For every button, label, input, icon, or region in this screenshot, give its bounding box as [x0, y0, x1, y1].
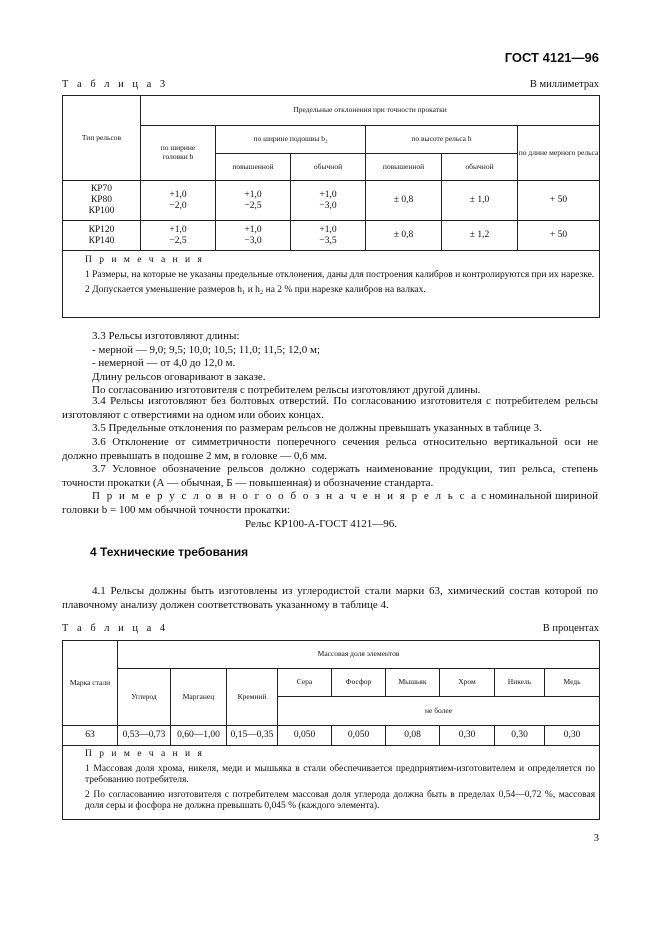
col-element: Фосфор: [332, 669, 386, 697]
col-sole-width: по ширине подошвы b₂: [216, 126, 366, 154]
col-element: Хром: [440, 669, 495, 697]
max-label: не более: [278, 697, 600, 726]
table-row: [63, 726, 600, 746]
clause-3-3: 3.3 Рельсы изготовляют длины: - мерной — 9,0; 9,5; 10,0; 10,5; 11,0; 11,5; 12,0 м; - немерной — от 4,0 до 12,0 м. Длину рельсов оговаривают в заказе. По согласованию изготовителя с потребителем рельсы изготовляют другой длины.: [92, 330, 481, 396]
head-width-value: +1,0 −2,5: [141, 221, 216, 251]
table3: [62, 95, 600, 318]
table4-notes: [63, 746, 600, 820]
table-row: [63, 221, 600, 251]
clause-4-1: 4.1 Рельсы должны быть изготовлены из углеродистой стали марки 63, химический состав которой по плавочному анализу должен соответствовать указанному в таблице 4.: [62, 585, 598, 611]
col-element: Мышьяк: [386, 669, 440, 697]
table4-caption: Т а б л и ц а 4: [62, 623, 169, 634]
sub-normal: обычной: [291, 154, 366, 181]
col-rail-type: Тип рельсов: [63, 96, 141, 181]
head-width-value: +1,0 −2,0: [141, 181, 216, 221]
note-2: 2 Допускается уменьшение размеров h₁ и h₂ на 2 % при нарезке калибров на валках.: [85, 284, 426, 295]
col-element: Марганец: [171, 669, 227, 726]
document-header: ГОСТ 4121—96: [504, 50, 599, 65]
sole-high-value: +1,0 −3,0: [216, 221, 291, 251]
table-row: [63, 181, 600, 221]
col-group-tolerances: Предельные отклонения при точности прокатки: [141, 96, 600, 126]
sub-normal: обычной: [442, 154, 518, 181]
table3-notes: [63, 251, 600, 318]
cell: 0,30: [495, 726, 545, 746]
col-rail-height: по высоте рельса h: [366, 126, 518, 154]
table3-caption: Т а б л и ц а 3: [62, 79, 169, 90]
cell: 0,050: [332, 726, 386, 746]
col-head-width: по ширине головки b: [141, 126, 216, 181]
page-number: 3: [593, 833, 599, 844]
note-1: 1 Массовая доля хрома, никеля, меди и мышьяка в стали обеспечивается предприятием-изготовителем и определяется по требованию потребителя.: [85, 763, 596, 785]
clause-3-5: 3.5 Предельные отклонения по размерам рельсов не должны превышать указанных в таблице 3.: [92, 422, 542, 434]
cell: 0,15—0,35: [227, 726, 278, 746]
clause-3-4: 3.4 Рельсы изготовляют без болтовых отверстий. По согласованию изготовителя с потребителем рельсы изготовляют с отверстиями на одном или обоих концах.: [62, 395, 598, 421]
sub-high: повышенной: [216, 154, 291, 181]
clause-3-6: 3.6 Отклонение от симметричности поперечного сечения рельса относительно вертикальной оси не должно превышать в подошве 2 мм, в головке — 0,6 мм.: [62, 436, 598, 462]
col-element: Сера: [278, 669, 332, 697]
col-element: Углерод: [118, 669, 171, 726]
cell: 0,30: [440, 726, 495, 746]
cell: 0,050: [278, 726, 332, 746]
example-text: Рельс КР100-А-ГОСТ 4121—96.: [245, 518, 397, 530]
section-4-title: 4 Технические требования: [90, 545, 249, 559]
sole-normal-value: +1,0 −3,0: [291, 181, 366, 221]
sole-normal-value: +1,0 −3,5: [291, 221, 366, 251]
rail-types: КР70 КР80 КР100: [63, 181, 141, 221]
rail-types: КР120 КР140: [63, 221, 141, 251]
table4-unit: В процентах: [542, 623, 599, 634]
col-element: Кремний: [227, 669, 278, 726]
note-2: 2 По согласованию изготовителя с потребителем массовая доля углерода должна быть в пределах 0,54—0,72 %, массовая доля серы и фосфора не должна превышать 0,045 % (каждого элемента).: [85, 789, 596, 811]
height-high-value: ± 0,8: [366, 221, 442, 251]
col-element: Никель: [495, 669, 545, 697]
cell: 0,53—0,73: [118, 726, 171, 746]
cell: 0,60—1,00: [171, 726, 227, 746]
length-value: + 50: [518, 221, 600, 251]
table3-unit: В миллиметрах: [529, 79, 599, 90]
example-designation: П р и м е р у с л о в н о г о о б о з н а ч е н и я р е л ь с а с номинальной шириной головки b = 100 мм обычной точности прокатки:: [62, 490, 598, 516]
sole-high-value: +1,0 −2,5: [216, 181, 291, 221]
cell: 0,08: [386, 726, 440, 746]
note-1: 1 Размеры, на которые не указаны предельные отклонения, даны для построения калибров и контролируются при их нарезке.: [85, 269, 595, 280]
col-length: по длине мерного рельса: [518, 126, 600, 181]
length-value: + 50: [518, 181, 600, 221]
col-element: Медь: [545, 669, 600, 697]
notes-title: П р и м е ч а н и я: [85, 255, 205, 265]
height-normal-value: ± 1,2: [442, 221, 518, 251]
cell: 63: [63, 726, 118, 746]
height-high-value: ± 0,8: [366, 181, 442, 221]
table4: [62, 640, 600, 820]
sub-high: повышенной: [366, 154, 442, 181]
clause-3-7: 3.7 Условное обозначение рельсов должно содержать наименование продукции, тип рельса, степень точности прокатки (А — обычная, Б — повышенная) и обозначение стандарта.: [62, 463, 598, 489]
height-normal-value: ± 1,0: [442, 181, 518, 221]
notes-title: П р и м е ч а н и я: [85, 749, 205, 759]
col-steel-grade: Марка стали: [63, 641, 118, 726]
col-group-mass-fraction: Массовая доля элементов: [118, 641, 600, 669]
cell: 0,30: [545, 726, 600, 746]
